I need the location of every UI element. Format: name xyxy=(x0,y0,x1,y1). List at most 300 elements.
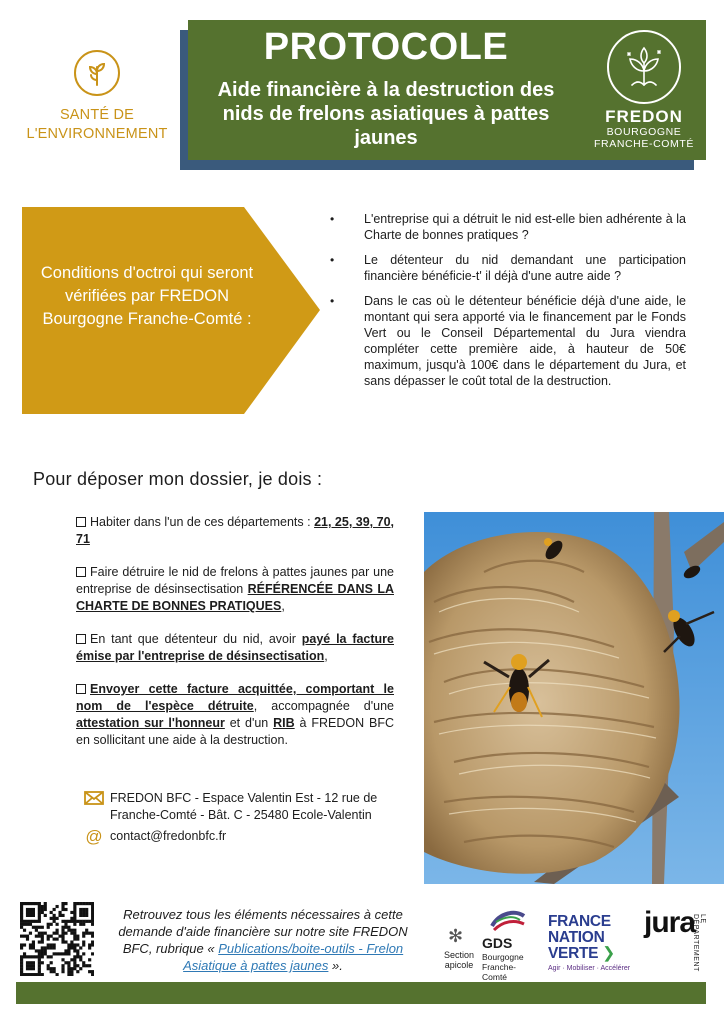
qr-module xyxy=(38,955,41,958)
qr-module xyxy=(20,946,23,949)
qr-module xyxy=(91,911,94,914)
qr-module xyxy=(76,920,79,923)
qr-module xyxy=(23,955,26,958)
qr-module xyxy=(20,973,23,976)
qr-module xyxy=(41,946,44,949)
qr-module xyxy=(38,914,41,917)
bullet: • xyxy=(330,212,335,226)
qr-module xyxy=(32,920,35,923)
gds-swoosh-icon xyxy=(488,908,528,932)
qr-module xyxy=(73,949,76,952)
qr-module xyxy=(29,923,32,926)
fredon-plant-icon xyxy=(607,30,681,104)
qr-module xyxy=(38,905,41,908)
qr-module xyxy=(29,932,32,935)
qr-module xyxy=(82,911,85,914)
qr-module xyxy=(56,932,59,935)
sante-environnement-logo xyxy=(22,50,172,144)
qr-module xyxy=(79,911,82,914)
qr-module xyxy=(41,905,44,908)
qr-module xyxy=(91,902,94,905)
qr-module xyxy=(26,973,29,976)
step-text: et d'un xyxy=(224,716,274,730)
qr-module xyxy=(56,917,59,920)
qr-module xyxy=(85,929,88,932)
qr-module xyxy=(44,914,47,917)
condition-text: L'entreprise qui a détruit le nid est-elle bien adhérente à la Charte de bonnes pratiques ? xyxy=(364,212,686,242)
qr-module xyxy=(20,943,23,946)
qr-module xyxy=(53,952,56,955)
qr-module xyxy=(70,946,73,949)
qr-module xyxy=(82,908,85,911)
qr-module xyxy=(61,920,64,923)
qr-module xyxy=(29,964,32,967)
qr-module xyxy=(91,908,94,911)
qr-module xyxy=(85,932,88,935)
checkbox-icon xyxy=(76,634,86,644)
qr-module xyxy=(56,973,59,976)
qr-module xyxy=(76,949,79,952)
qr-module xyxy=(67,926,70,929)
qr-module xyxy=(20,955,23,958)
qr-module xyxy=(38,952,41,955)
qr-module xyxy=(79,902,82,905)
qr-module xyxy=(67,973,70,976)
qr-module xyxy=(76,952,79,955)
qr-module xyxy=(88,958,91,961)
qr-module xyxy=(26,955,29,958)
qr-module xyxy=(73,914,76,917)
step-item xyxy=(76,681,394,749)
qr-module xyxy=(23,902,26,905)
qr-module xyxy=(38,902,41,905)
qr-module xyxy=(53,908,56,911)
step-text: , accompagnée d'une xyxy=(253,699,395,713)
gds-logo xyxy=(444,906,538,982)
qr-module xyxy=(50,917,53,920)
email-link[interactable]: contact@fredonbfc.fr xyxy=(110,829,227,843)
bullet: • xyxy=(330,253,335,267)
list-item xyxy=(330,211,686,243)
qr-module xyxy=(38,970,41,973)
qr-module xyxy=(38,920,41,923)
qr-module xyxy=(79,920,82,923)
qr-module xyxy=(58,952,61,955)
checkbox-icon xyxy=(76,684,86,694)
qr-module xyxy=(41,935,44,938)
qr-module xyxy=(26,908,29,911)
qr-module xyxy=(38,932,41,935)
qr-module xyxy=(32,961,35,964)
qr-module xyxy=(50,943,53,946)
qr-module xyxy=(32,908,35,911)
qr-module xyxy=(50,967,53,970)
qr-module xyxy=(58,914,61,917)
qr-module xyxy=(47,938,50,941)
footer-text xyxy=(104,906,422,974)
qr-module xyxy=(67,964,70,967)
qr-module xyxy=(26,967,29,970)
qr-module xyxy=(73,932,76,935)
qr-module xyxy=(29,973,32,976)
list-item xyxy=(330,293,686,389)
qr-module xyxy=(82,920,85,923)
gds-name: GDS xyxy=(482,935,513,951)
qr-module xyxy=(20,967,23,970)
qr-module xyxy=(70,917,73,920)
qr-module xyxy=(44,946,47,949)
qr-module xyxy=(47,964,50,967)
qr-module xyxy=(38,917,41,920)
qr-module xyxy=(26,902,29,905)
qr-module xyxy=(85,914,88,917)
qr-module xyxy=(64,926,67,929)
qr-module xyxy=(73,967,76,970)
qr-module xyxy=(73,961,76,964)
qr-module xyxy=(64,920,67,923)
qr-module xyxy=(82,964,85,967)
qr-module xyxy=(41,955,44,958)
qr-module xyxy=(41,926,44,929)
qr-module xyxy=(41,961,44,964)
qr-module xyxy=(73,917,76,920)
qr-module xyxy=(70,911,73,914)
qr-module xyxy=(35,973,38,976)
qr-module xyxy=(23,923,26,926)
qr-module xyxy=(20,920,23,923)
qr-module xyxy=(35,926,38,929)
qr-module xyxy=(58,911,61,914)
qr-module xyxy=(53,943,56,946)
qr-module xyxy=(73,938,76,941)
qr-module xyxy=(20,964,23,967)
qr-module xyxy=(53,932,56,935)
qr-module xyxy=(91,932,94,935)
qr-module xyxy=(73,923,76,926)
qr-module xyxy=(73,946,76,949)
qr-module xyxy=(20,970,23,973)
footer-bar xyxy=(16,982,706,1004)
fnv-line-1: FRANCE xyxy=(548,913,611,930)
step-text: , xyxy=(324,649,328,663)
step-emphasis: Envoyer cette facture acquittée, comportant le nom de l'espèce détruite xyxy=(76,682,394,713)
bullet: • xyxy=(330,294,335,308)
qr-module xyxy=(61,940,64,943)
qr-module xyxy=(73,943,76,946)
qr-module xyxy=(32,967,35,970)
qr-module xyxy=(53,938,56,941)
qr-module xyxy=(38,935,41,938)
qr-module xyxy=(64,961,67,964)
gds-region-line-2: Franche-Comté xyxy=(482,962,517,982)
footer-text-after: ». xyxy=(328,958,343,973)
qr-module xyxy=(73,964,76,967)
qr-module xyxy=(32,955,35,958)
qr-module xyxy=(79,958,82,961)
qr-module xyxy=(61,905,64,908)
fnv-line-3 xyxy=(548,946,632,962)
qr-module xyxy=(44,949,47,952)
qr-module xyxy=(88,964,91,967)
qr-module xyxy=(20,935,23,938)
qr-module xyxy=(61,967,64,970)
qr-module xyxy=(64,902,67,905)
qr-module xyxy=(67,920,70,923)
qr-module xyxy=(41,949,44,952)
qr-module xyxy=(58,935,61,938)
qr-module xyxy=(53,917,56,920)
step-text: à FREDON BFC en sollicitant une aide à la destruction. xyxy=(76,716,394,747)
qr-module xyxy=(61,958,64,961)
qr-module xyxy=(64,949,67,952)
qr-module xyxy=(91,935,94,938)
qr-module xyxy=(82,952,85,955)
checkbox-icon xyxy=(76,567,86,577)
qr-module xyxy=(35,920,38,923)
qr-module xyxy=(88,920,91,923)
step-item xyxy=(76,564,394,615)
qr-module xyxy=(61,964,64,967)
qr-module xyxy=(50,955,53,958)
qr-module xyxy=(35,949,38,952)
qr-module xyxy=(73,920,76,923)
conditions-list xyxy=(330,211,686,398)
qr-module xyxy=(38,958,41,961)
qr-module xyxy=(82,932,85,935)
qr-module xyxy=(53,970,56,973)
qr-module xyxy=(41,932,44,935)
at-sign-icon: @ xyxy=(85,827,103,846)
qr-module xyxy=(91,923,94,926)
qr-module xyxy=(26,938,29,941)
qr-module xyxy=(88,932,91,935)
qr-module xyxy=(91,905,94,908)
qr-module xyxy=(53,914,56,917)
qr-module xyxy=(41,952,44,955)
qr-module xyxy=(70,973,73,976)
qr-module xyxy=(79,923,82,926)
qr-module xyxy=(91,917,94,920)
qr-module xyxy=(73,958,76,961)
qr-module xyxy=(23,952,26,955)
qr-module xyxy=(32,973,35,976)
qr-module xyxy=(56,938,59,941)
qr-module xyxy=(85,964,88,967)
gds-section xyxy=(444,950,474,970)
qr-module xyxy=(67,929,70,932)
qr-module xyxy=(79,908,82,911)
list-item xyxy=(330,252,686,284)
qr-module xyxy=(61,908,64,911)
page-subtitle: Aide financière à la destruction des nids de frelons asiatiques à pattes jaunes xyxy=(217,79,555,149)
qr-module xyxy=(32,964,35,967)
qr-module xyxy=(73,902,76,905)
qr-module xyxy=(47,946,50,949)
qr-module xyxy=(35,935,38,938)
qr-module xyxy=(73,911,76,914)
qr-module xyxy=(56,929,59,932)
qr-module xyxy=(50,961,53,964)
step-text: , xyxy=(281,599,285,613)
qr-module xyxy=(20,911,23,914)
qr-module xyxy=(32,946,35,949)
qr-module xyxy=(50,911,53,914)
qr-module xyxy=(70,967,73,970)
qr-module xyxy=(23,943,26,946)
qr-module xyxy=(61,970,64,973)
qr-module xyxy=(35,955,38,958)
step-text: Faire détruire le nid de frelons à pattes jaunes par une entreprise de désinsectisation xyxy=(76,565,394,596)
qr-module xyxy=(47,955,50,958)
qr-module xyxy=(20,902,23,905)
qr-module xyxy=(70,943,73,946)
qr-module xyxy=(64,923,67,926)
qr-module xyxy=(64,940,67,943)
qr-module xyxy=(50,946,53,949)
qr-module xyxy=(67,952,70,955)
qr-module xyxy=(38,949,41,952)
chevron-right-icon: ❯ xyxy=(598,945,615,962)
step-emphasis: RÉFÉRENCÉE DANS LA CHARTE DE BONNES PRATIQUES xyxy=(76,582,394,613)
qr-module xyxy=(88,970,91,973)
footer-link[interactable]: Publications/boite-outils - Frelon Asiatique à pattes jaunes xyxy=(183,941,404,973)
qr-module xyxy=(29,955,32,958)
qr-module xyxy=(26,914,29,917)
qr-module xyxy=(38,940,41,943)
qr-module xyxy=(73,929,76,932)
qr-module xyxy=(79,946,82,949)
fnv-line-3-text: VERTE xyxy=(548,945,599,962)
qr-module xyxy=(64,952,67,955)
step-emphasis: 21, 25, 39, 70, 71 xyxy=(76,515,394,546)
qr-module xyxy=(44,902,47,905)
page-title: PROTOCOLE xyxy=(263,26,509,68)
brand-line-1: SANTÉ DE xyxy=(59,107,135,123)
qr-module xyxy=(91,952,94,955)
qr-module xyxy=(47,943,50,946)
qr-module xyxy=(38,973,41,976)
qr-module xyxy=(61,938,64,941)
qr-module xyxy=(38,961,41,964)
step-text: En tant que détenteur du nid, avoir xyxy=(90,632,302,646)
qr-module xyxy=(53,946,56,949)
jura-dept: LE DÉPARTEMENT xyxy=(692,914,706,972)
step-emphasis: payé la facture émise par l'entreprise de désinsectisation xyxy=(76,632,394,663)
qr-module xyxy=(26,935,29,938)
qr-module xyxy=(76,955,79,958)
qr-module xyxy=(44,932,47,935)
qr-module xyxy=(82,940,85,943)
qr-module xyxy=(67,943,70,946)
qr-module xyxy=(76,938,79,941)
qr-module xyxy=(82,902,85,905)
jura-logo xyxy=(644,906,706,974)
qr-module xyxy=(61,935,64,938)
qr-module xyxy=(82,914,85,917)
qr-module xyxy=(50,923,53,926)
qr-module xyxy=(91,973,94,976)
qr-module xyxy=(47,967,50,970)
qr-module xyxy=(32,902,35,905)
qr-module xyxy=(76,935,79,938)
gds-region-line-1: Bourgogne xyxy=(482,952,524,962)
qr-module xyxy=(53,920,56,923)
qr-module xyxy=(85,920,88,923)
qr-module xyxy=(91,943,94,946)
qr-module xyxy=(23,973,26,976)
qr-module xyxy=(29,902,32,905)
qr-module xyxy=(26,911,29,914)
qr-module xyxy=(91,940,94,943)
checkbox-icon xyxy=(76,517,86,527)
qr-module xyxy=(29,961,32,964)
footer-text-before: Retrouvez tous les éléments nécessaires à cette demande d'aide financière sur notre site FREDON BFC, rubrique « xyxy=(118,907,408,956)
qr-module xyxy=(20,914,23,917)
fnv-tagline: Agir · Mobiliser · Accélérer xyxy=(548,965,631,972)
qr-module xyxy=(82,935,85,938)
qr-module xyxy=(70,932,73,935)
qr-module xyxy=(29,967,32,970)
qr-module xyxy=(56,905,59,908)
gds-section-line-2: apicole xyxy=(444,960,474,970)
qr-module xyxy=(91,914,94,917)
qr-module xyxy=(76,943,79,946)
qr-module xyxy=(61,926,64,929)
condition-text: Dans le cas où le détenteur bénéficie déjà d'une aide, le montant qui sera apporté via le financement par le Fonds Vert ou le Conseil Départemental du Jura viendra compléter cette première aide, à hauteur de 50€ maximum, jusqu'à 100€ dans le département du Jura, et sans dépasser le coût total de la destruction. xyxy=(364,294,686,388)
qr-module xyxy=(70,970,73,973)
email-row xyxy=(84,828,226,846)
qr-module xyxy=(26,964,29,967)
qr-module xyxy=(70,920,73,923)
qr-module xyxy=(73,905,76,908)
qr-module xyxy=(76,902,79,905)
qr-module xyxy=(79,914,82,917)
qr-module xyxy=(53,967,56,970)
qr-module xyxy=(47,926,50,929)
qr-module xyxy=(61,952,64,955)
qr-module xyxy=(64,908,67,911)
qr-module xyxy=(79,967,82,970)
qr-module xyxy=(44,952,47,955)
address-row xyxy=(84,790,394,824)
qr-code[interactable] xyxy=(20,902,94,976)
qr-module xyxy=(88,902,91,905)
qr-module xyxy=(73,955,76,958)
jura-word: jura xyxy=(644,906,696,939)
qr-module xyxy=(38,967,41,970)
qr-module xyxy=(23,929,26,932)
qr-module xyxy=(85,902,88,905)
hornet-nest-photo xyxy=(424,512,724,884)
steps-list xyxy=(76,514,394,765)
qr-module xyxy=(70,929,73,932)
qr-module xyxy=(44,908,47,911)
qr-module xyxy=(61,929,64,932)
conditions-label: Conditions d'octroi qui seront vérifiées par FREDON Bourgogne Franche-Comté : xyxy=(40,264,254,328)
condition-text: Le détenteur du nid demandant une participation financière bénéficie-t' il déjà d'une autre aide ? xyxy=(364,253,686,283)
qr-module xyxy=(82,943,85,946)
qr-module xyxy=(61,932,64,935)
qr-module xyxy=(82,961,85,964)
qr-module xyxy=(29,908,32,911)
qr-module xyxy=(56,952,59,955)
qr-module xyxy=(32,926,35,929)
qr-module xyxy=(29,943,32,946)
qr-module xyxy=(20,958,23,961)
qr-module xyxy=(67,967,70,970)
qr-module xyxy=(64,932,67,935)
qr-module xyxy=(29,920,32,923)
